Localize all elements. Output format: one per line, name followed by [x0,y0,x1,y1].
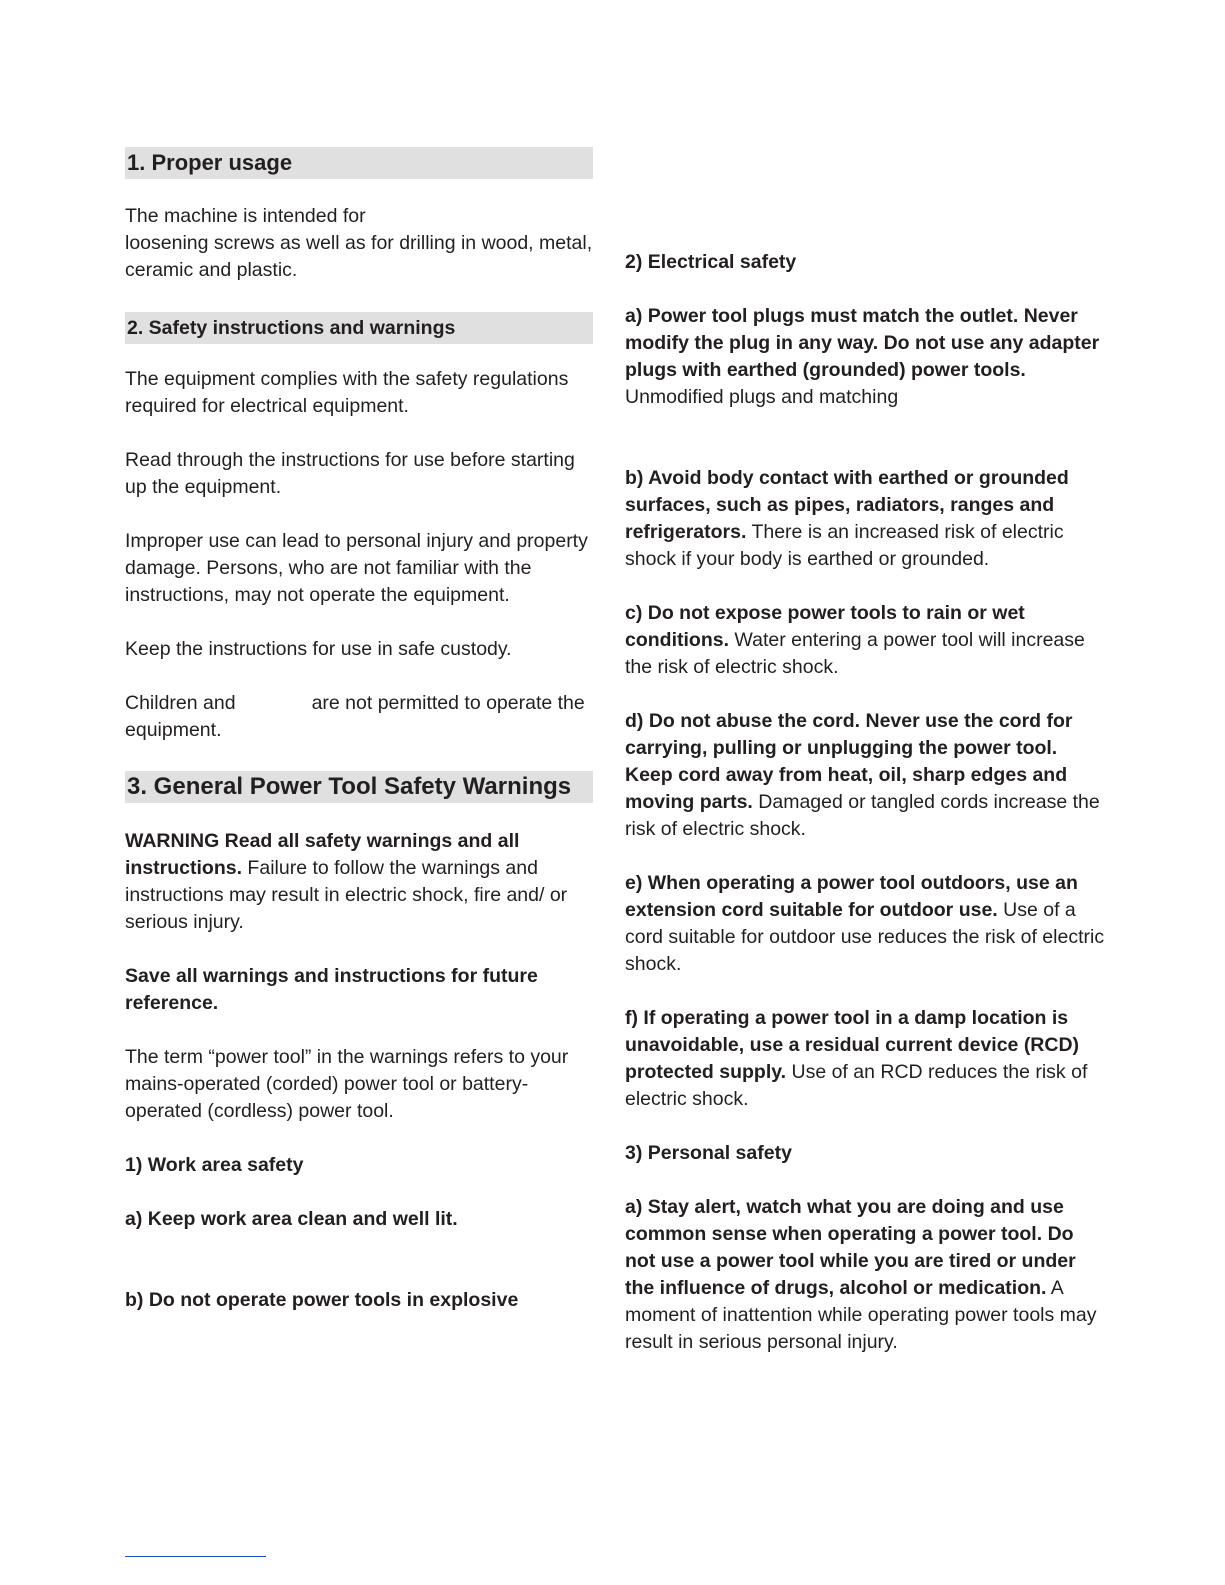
work-area-heading: 1) Work area safety [125,1154,304,1176]
work-area-item-b: b) Do not operate power tools in explosive [125,1289,519,1311]
power-tool-term: The term “power tool” in the warnings refers to your mains-operated (corded) power tool or battery-operated (cordless) power tool. [125,1046,569,1122]
proper-usage-text-1: The machine is intended for [125,205,366,227]
electrical-item-c-text: Water entering a power tool will increase the risk of electric shock. [625,629,1085,678]
footer-link-underline [125,1556,266,1557]
electrical-item-b [625,465,1105,573]
safety-paragraph-custody: Keep the instructions for use in safe custody. [125,638,512,660]
personal-item-a [625,1194,1105,1356]
electrical-item-f [625,1005,1105,1113]
electrical-item-a [625,303,1105,411]
safety-paragraph-read: Read through the instructions for use before starting up the equipment. [125,449,575,498]
personal-item-a-text: A moment of inattention while operating power tools may result in serious personal injury. [625,1277,1097,1353]
safety-paragraph-compliance: The equipment complies with the safety regulations required for electrical equipment. [125,368,569,417]
safety-paragraph-children [125,690,593,744]
warning-text: Failure to follow the warnings and instructions may result in electric shock, fire and/ or serious injury. [125,857,568,933]
electrical-item-a-bold: a) Power tool plugs must match the outlet. Never modify the plug in any way. Do not use any adapter plugs with earthed (grounded) power tools. [625,305,1100,381]
children-text-end: are not permitted to operate the equipment. [125,692,585,741]
electrical-item-f-text: Use of an RCD reduces the risk of electric shock. [625,1061,1088,1110]
electrical-item-f-bold: f) If operating a power tool in a damp location is unavoidable, use a residual current device (RCD) protected supply. [625,1007,1080,1083]
personal-safety-heading: 3) Personal safety [625,1142,792,1164]
safety-paragraph-improper-use: Improper use can lead to personal injury and property damage. Persons, who are not familiar with the instructions, may not operate the equipment. [125,530,588,606]
electrical-item-c [625,600,1105,681]
electrical-safety-heading: 2) Electrical safety [625,251,797,273]
left-column [125,147,593,1314]
section-heading-general-warnings: 3. General Power Tool Safety Warnings [125,771,593,803]
right-column [625,249,1105,1356]
work-area-item-a: a) Keep work area clean and well lit. [125,1208,458,1230]
warning-bold: WARNING Read all safety warnings and all instructions. [125,830,520,879]
warning-paragraph [125,828,593,936]
electrical-item-e [625,870,1105,978]
save-warnings: Save all warnings and instructions for future reference. [125,965,538,1014]
electrical-item-d-bold: d) Do not abuse the cord. Never use the cord for carrying, pulling or unplugging the power tool. Keep cord away from heat, oil, sharp edges and moving parts. [625,710,1073,813]
section-heading-proper-usage: 1. Proper usage [125,147,593,179]
electrical-item-b-bold: b) Avoid body contact with earthed or grounded surfaces, such as pipes, radiators, ranges and refrigerators. [625,467,1069,543]
personal-item-a-bold: a) Stay alert, watch what you are doing and use common sense when operating a power tool. Do not use a power tool while you are tired or under the influence of drugs, alcohol or medication. [625,1196,1076,1299]
electrical-item-c-bold: c) Do not expose power tools to rain or wet conditions. [625,602,1025,651]
electrical-item-d-text: Damaged or tangled cords increase the risk of electric shock. [625,791,1100,840]
electrical-item-b-text: There is an increased risk of electric shock if your body is earthed or grounded. [625,521,1064,570]
electrical-item-e-text: Use of a cord suitable for outdoor use reduces the risk of electric shock. [625,899,1105,975]
children-text-start: Children and [125,692,236,714]
electrical-item-d [625,708,1105,843]
section-heading-safety-instructions: 2. Safety instructions and warnings [125,312,593,344]
electrical-item-e-bold: e) When operating a power tool outdoors, use an extension cord suitable for outdoor use. [625,872,1078,921]
proper-usage-text-2: loosening screws as well as for drilling in wood, metal, ceramic and plastic. [125,232,593,281]
electrical-item-a-text: Unmodified plugs and matching [625,386,899,408]
